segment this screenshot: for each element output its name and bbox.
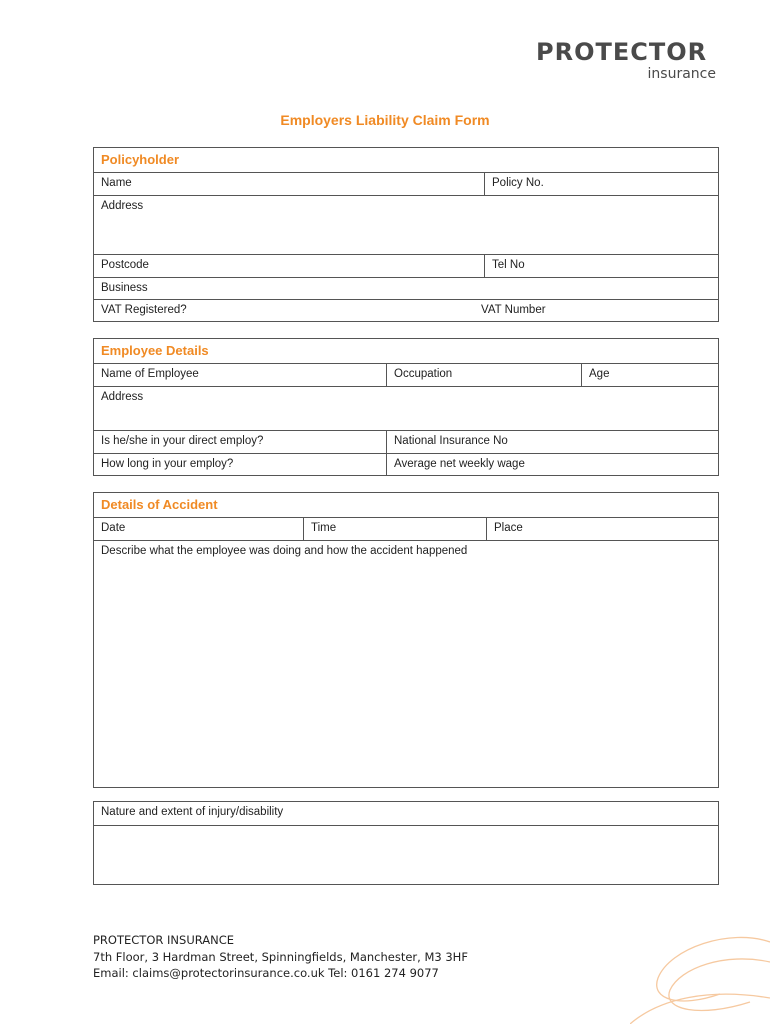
footer-contact: Email: claims@protectorinsurance.co.uk Tel: 0161 274 9077: [93, 966, 439, 980]
injury-label: Nature and extent of injury/disability: [101, 806, 284, 818]
policyholder-address-field[interactable]: Address: [101, 200, 144, 212]
vat-registered-field[interactable]: VAT Registered?: [101, 304, 187, 316]
weekly-wage-field[interactable]: Average net weekly wage: [386, 454, 718, 475]
postcode-field[interactable]: Postcode: [101, 259, 149, 271]
footer-address: [93, 932, 468, 982]
decorative-swirl: [630, 928, 770, 1024]
logo-subtitle: insurance: [647, 66, 716, 82]
injury-section: [93, 801, 719, 885]
injury-description-field[interactable]: [94, 826, 718, 884]
age-field[interactable]: Age: [581, 364, 718, 386]
accident-section: [93, 492, 719, 788]
time-field[interactable]: Time: [303, 518, 486, 540]
footer-company: PROTECTOR INSURANCE: [93, 933, 235, 947]
policyholder-heading: Policyholder: [101, 152, 180, 167]
place-field[interactable]: Place: [486, 518, 718, 540]
ni-number-field[interactable]: National Insurance No: [386, 431, 718, 453]
protector-logo: [530, 38, 720, 88]
occupation-field[interactable]: Occupation: [386, 364, 581, 386]
name-field[interactable]: Name: [101, 177, 132, 189]
footer-street: 7th Floor, 3 Hardman Street, Spinningfields, Manchester, M3 3HF: [93, 949, 468, 964]
vat-number-field[interactable]: VAT Number: [481, 304, 546, 316]
policyholder-section: [93, 147, 719, 322]
policy-no-field[interactable]: Policy No.: [484, 173, 718, 195]
form-title: Employers Liability Claim Form: [280, 112, 490, 128]
date-field[interactable]: Date: [101, 522, 126, 534]
how-long-field[interactable]: How long in your employ?: [101, 458, 234, 470]
accident-heading: Details of Accident: [101, 497, 218, 512]
logo-wordmark: PROTECTOR: [536, 38, 708, 66]
accident-description-field[interactable]: Describe what the employee was doing and how the accident happened: [101, 545, 468, 557]
employee-name-field[interactable]: Name of Employee: [101, 368, 199, 380]
employee-address-field[interactable]: Address: [101, 391, 144, 403]
employee-heading: Employee Details: [101, 343, 209, 358]
employee-section: [93, 338, 719, 476]
direct-employ-field[interactable]: Is he/she in your direct employ?: [101, 435, 264, 447]
tel-no-field[interactable]: Tel No: [484, 255, 718, 277]
business-field[interactable]: Business: [101, 282, 148, 294]
